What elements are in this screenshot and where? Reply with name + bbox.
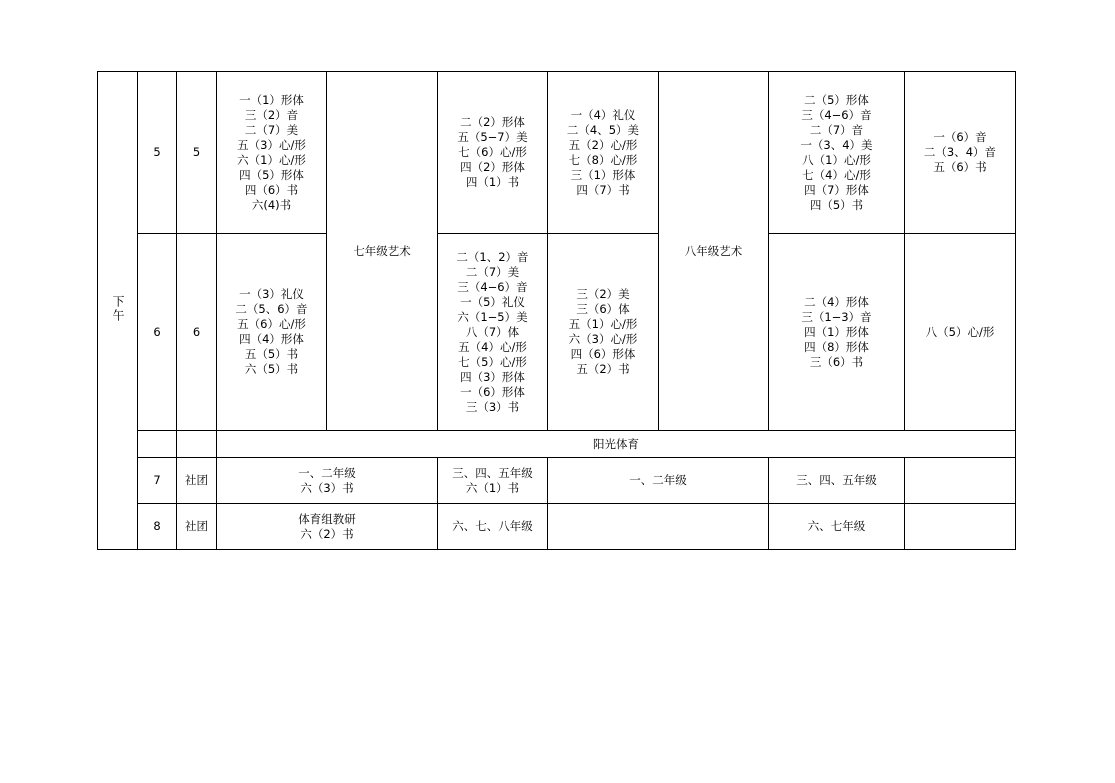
class-entry: 五（1）心/形 — [568, 317, 638, 331]
class-entry: 体育组教研 — [298, 511, 356, 526]
period-number: 5 — [138, 72, 177, 234]
class-entry: 四（2）形体 — [460, 160, 525, 174]
class-entry: 五（6）心/形 — [237, 317, 306, 331]
grade8-art-cell: 八年级艺术 — [659, 72, 769, 431]
class-entry: 三（6）书 — [809, 354, 864, 369]
class-entry: 三（2）音 — [244, 107, 299, 122]
class-list-cell — [438, 72, 548, 234]
class-list-cell — [769, 72, 905, 234]
class-entry: 一（6）形体 — [460, 384, 525, 399]
club-group-cell — [217, 458, 438, 504]
class-entry: 六（5）书 — [244, 362, 299, 376]
class-entry: 五（5−7）美 — [457, 130, 528, 144]
class-entry: 四（1）书 — [465, 175, 520, 189]
class-entry: 六(4)书 — [251, 197, 292, 212]
class-entry: 四（7）形体 — [804, 182, 869, 197]
empty-cell — [905, 458, 1016, 504]
class-entry: 一、二年级 — [298, 465, 356, 480]
class-entry: 四（8）形体 — [804, 339, 869, 354]
table-row — [98, 458, 1016, 504]
class-entry: 三（4−6）音 — [457, 279, 528, 294]
class-entry: 六（3）心/形 — [568, 332, 638, 346]
empty-cell — [138, 431, 177, 458]
period-number: 5 — [177, 72, 217, 234]
class-entry: 八（1）心/形 — [802, 152, 871, 167]
class-entry: 八（7）体 — [465, 324, 520, 339]
class-entry: 五（3）心/形 — [237, 137, 306, 152]
class-entry: 二（3、4）音 — [923, 145, 997, 159]
class-entry: 五（2）心/形 — [568, 137, 638, 152]
club-group-cell: 一、二年级 — [548, 458, 769, 504]
class-list-cell — [548, 234, 659, 431]
class-entry: 一（1）形体 — [239, 92, 304, 107]
table-row — [98, 431, 1016, 458]
class-entry: 二（7）美 — [465, 264, 520, 279]
class-entry: 二（2）形体 — [460, 115, 525, 129]
period-number: 8 — [138, 504, 177, 550]
class-entry: 三（2）美 — [576, 287, 630, 301]
class-entry: 一（6）音 — [933, 130, 987, 144]
class-entry: 六（1）心/形 — [237, 152, 306, 167]
empty-cell — [548, 504, 769, 550]
class-entry: 三（6）体 — [576, 302, 630, 316]
grade7-art-cell: 七年级艺术 — [327, 72, 438, 431]
class-entry: 三（1−3）音 — [801, 309, 872, 324]
period-number: 6 — [177, 234, 217, 431]
sunshine-sports-cell: 阳光体育 — [217, 431, 1016, 458]
period-number: 7 — [138, 458, 177, 504]
class-entry: 四（1）形体 — [804, 324, 869, 339]
club-group-cell — [438, 458, 548, 504]
table-row — [98, 504, 1016, 550]
class-entry: 三（3）书 — [465, 399, 520, 414]
class-entry: 四（6）形体 — [570, 347, 636, 361]
class-entry: 六（1−5）美 — [457, 309, 528, 324]
class-entry: 五（6）书 — [933, 160, 987, 174]
club-group-cell: 六、七、八年级 — [438, 504, 548, 550]
class-entry: 一（5）礼仪 — [460, 294, 525, 309]
class-entry: 四（7）书 — [576, 182, 630, 197]
class-list-cell — [548, 72, 659, 234]
class-entry: 二（7）音 — [809, 122, 864, 137]
empty-cell — [905, 504, 1016, 550]
class-entry: 四（5）形体 — [239, 167, 304, 182]
schedule-table — [97, 71, 1016, 550]
class-entry: 七（4）心/形 — [802, 167, 871, 182]
club-group-cell — [217, 504, 438, 550]
class-list-cell — [438, 234, 548, 431]
class-entry: 三（4−6）音 — [801, 107, 872, 122]
class-list-cell — [217, 72, 327, 234]
class-entry: 七（6）心/形 — [458, 145, 527, 159]
class-entry: 二（4、5）美 — [566, 122, 640, 137]
class-entry: 二（1、2）音 — [456, 249, 529, 264]
class-entry: 六（1）书 — [465, 480, 520, 495]
class-list-cell — [217, 234, 327, 431]
session-cell — [98, 72, 138, 550]
club-label: 社团 — [177, 458, 217, 504]
table-row — [98, 234, 1016, 431]
class-entry: 二（7）美 — [244, 122, 299, 137]
club-group-cell: 六、七年级 — [769, 504, 905, 550]
class-list-cell — [769, 234, 905, 431]
club-label: 社团 — [177, 504, 217, 550]
class-entry: 二（5、6）音 — [235, 302, 308, 316]
session-label: 下午 — [111, 294, 125, 323]
class-entry: 六（3）书 — [300, 480, 354, 495]
class-entry: 一（3、4）美 — [800, 137, 873, 152]
class-entry: 五（5）书 — [244, 347, 299, 361]
class-entry: 六（2）书 — [300, 526, 354, 541]
period-number: 6 — [138, 234, 177, 431]
class-list-cell — [905, 234, 1016, 431]
class-entry: 四（6）书 — [244, 182, 299, 197]
club-group-cell: 三、四、五年级 — [769, 458, 905, 504]
class-entry: 二（5）形体 — [804, 92, 869, 107]
class-entry: 三（1）形体 — [570, 167, 636, 182]
class-entry: 一（4）礼仪 — [570, 107, 636, 122]
class-entry: 七（8）心/形 — [568, 152, 638, 167]
class-entry: 一（3）礼仪 — [239, 287, 304, 301]
class-entry: 八（5）心/形 — [925, 324, 995, 339]
class-entry: 五（4）心/形 — [458, 339, 527, 354]
class-list-cell — [905, 72, 1016, 234]
class-entry: 二（4）形体 — [804, 294, 869, 309]
class-entry: 四（4）形体 — [239, 332, 304, 346]
class-entry: 五（2）书 — [576, 362, 630, 376]
table-row — [98, 72, 1016, 234]
class-entry: 七（5）心/形 — [458, 354, 527, 369]
class-entry: 四（5）书 — [809, 197, 864, 212]
class-entry: 三、四、五年级 — [452, 465, 533, 480]
class-entry: 四（3）形体 — [460, 369, 525, 384]
empty-cell — [177, 431, 217, 458]
